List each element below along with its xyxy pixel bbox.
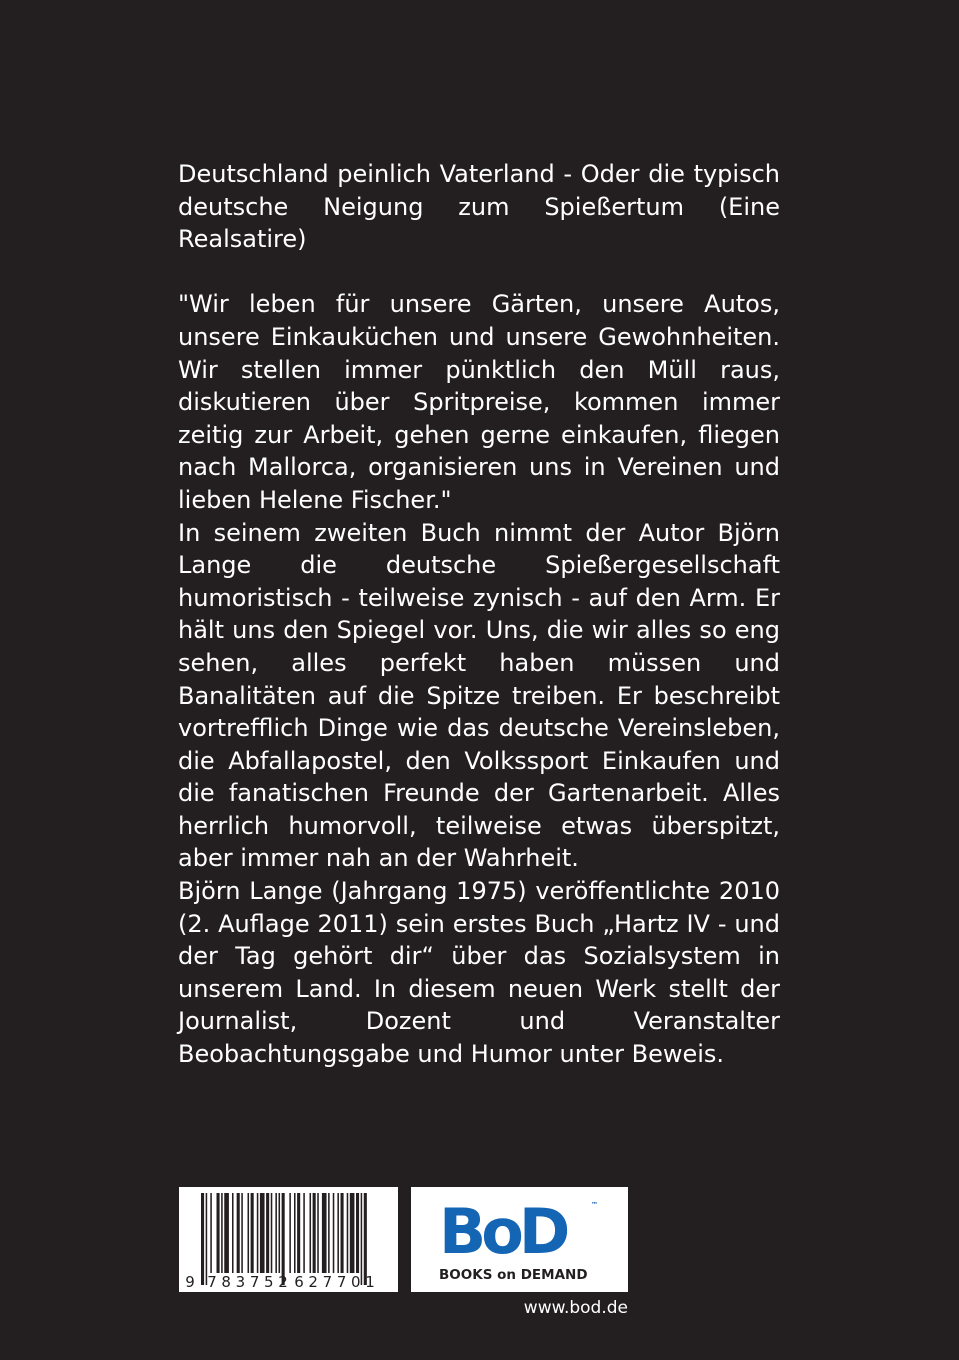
isbn-number bbox=[179, 1273, 398, 1291]
isbn-digit: 3 bbox=[235, 1273, 246, 1291]
isbn-digit: 6 bbox=[294, 1273, 304, 1291]
isbn-digit: 7 bbox=[322, 1273, 333, 1291]
publisher-logo bbox=[411, 1187, 628, 1292]
isbn-digit: 5 bbox=[264, 1273, 274, 1291]
isbn-digit: 9 bbox=[185, 1273, 195, 1291]
publisher-website: www.bod.de bbox=[523, 1298, 628, 1318]
isbn-digit: 1 bbox=[365, 1273, 375, 1291]
isbn-digit: 2 bbox=[278, 1273, 288, 1291]
bod-logo-text: BoD bbox=[439, 1195, 566, 1268]
isbn-digit: 2 bbox=[308, 1273, 318, 1291]
blurb-text bbox=[178, 158, 780, 1071]
author-bio-paragraph: Björn Lange (Jahrgang 1975) veröffentlichte 2010 (2. Auflage 2011) sein erstes Buch „Hartz IV - und der Tag gehört dir“ über das Sozialsystem in unserem Land. In diesem neuen Werk stellt der Journalist, Dozent und Veranstalter Beobachtungsgabe und Humor unter Beweis. bbox=[178, 877, 780, 1069]
isbn-digit: 8 bbox=[221, 1273, 231, 1291]
description-paragraph: In seinem zweiten Buch nimmt der Autor Björn Lange die deutsche Spießergesellschaft humoristisch - teilweise zynisch - auf den Arm. Er hält uns den Spiegel vor. Uns, die wir alles so eng sehen, alles perfekt haben müssen und Banalitäten auf die Spitze treiben. Er beschreibt vortrefflich Dinge wie das deutsche Vereinsleben, die Abfallapostel, den Volkssport Einkaufen und die fanatischen Freunde der Gartenarbeit. Alles herrlich humorvoll, teilweise etwas überspitzt, aber immer nah an der Wahrheit. bbox=[178, 518, 780, 873]
quote-paragraph: "Wir leben für unsere Gärten, unsere Autos, unsere Einkauküchen und unsere Gewohnheiten. Wir stellen immer pünktlich den Müll raus, diskutieren über Spritpreise, kommen immer zeitig zur Arbeit, gehen gerne einkaufen, fliegen nach Mallorca, organisieren uns in Vereinen und lieben Helene Fischer." bbox=[178, 290, 780, 514]
publisher-tagline: BOOKS on DEMAND bbox=[439, 1267, 588, 1283]
isbn-barcode bbox=[179, 1187, 398, 1292]
isbn-digit: 7 bbox=[249, 1273, 260, 1291]
book-title: Deutschland peinlich Vaterland - Oder die typisch deutsche Neigung zum Spießertum (Eine Realsatire) bbox=[178, 160, 780, 254]
isbn-digit: 7 bbox=[336, 1273, 347, 1291]
isbn-digit: 0 bbox=[351, 1273, 361, 1291]
isbn-digit: 7 bbox=[207, 1273, 217, 1291]
trademark-symbol: ™ bbox=[591, 1201, 598, 1209]
